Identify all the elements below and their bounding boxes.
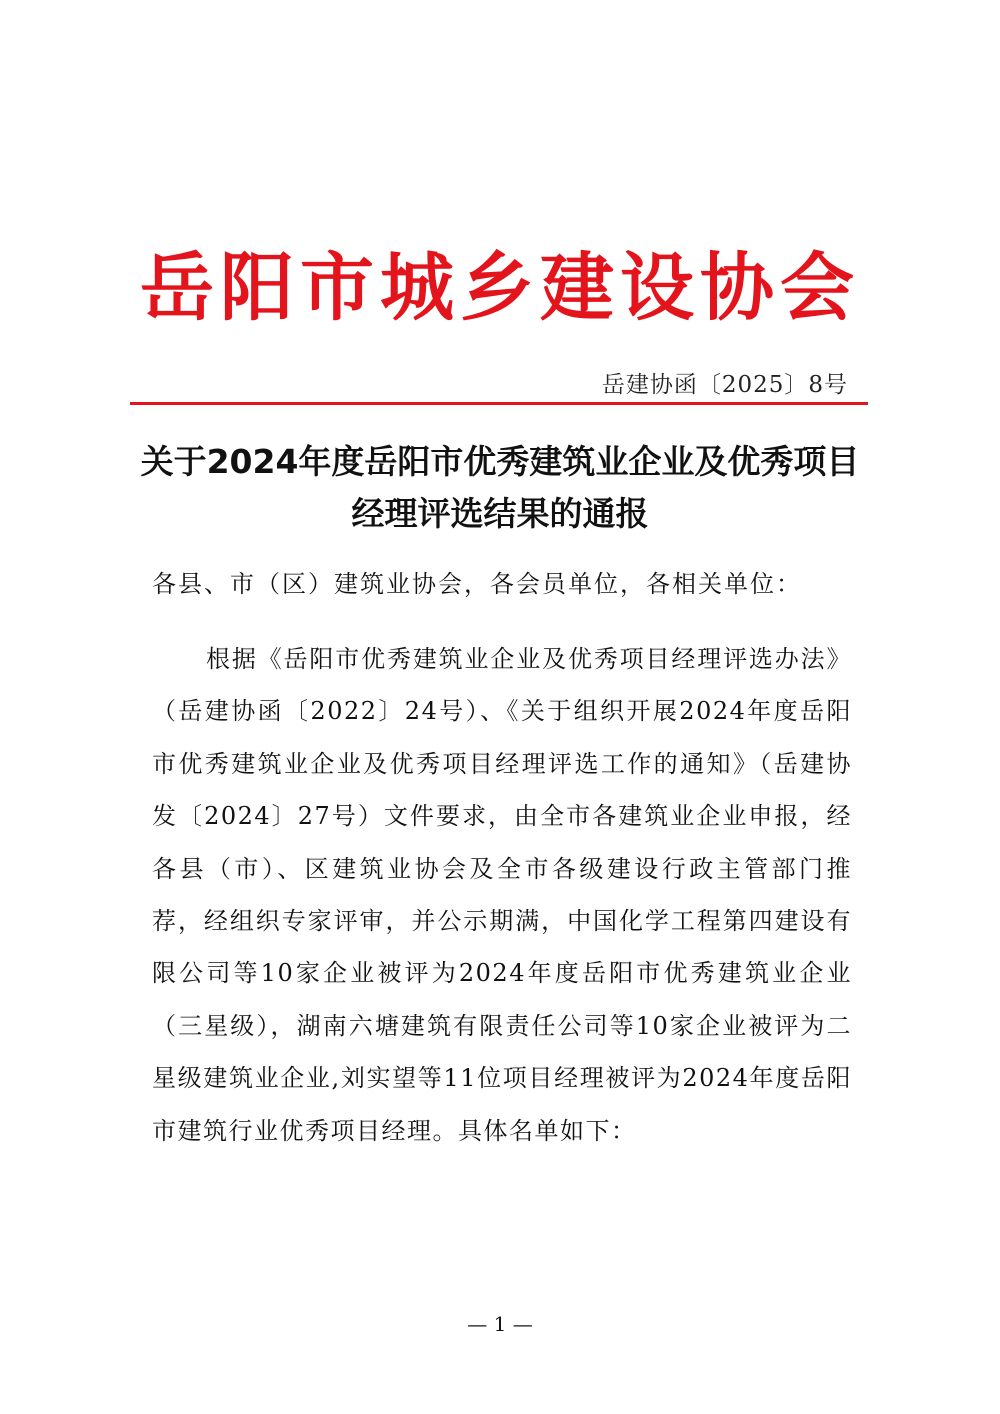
page-number: — 1 — (467, 1312, 533, 1336)
organization-header: 岳阳市城乡建设协会 (140, 245, 860, 331)
document-number: 岳建协函〔2025〕8号 (601, 372, 848, 398)
body-paragraph: 根据《岳阳市优秀建筑业企业及优秀项目经理评选办法》（岳建协函〔2022〕24号）、《关于组织开展2024年度岳阳市优秀建筑业企业及优秀项目经理评选工作的通知》（岳建协发〔2024〕27号）文件要求，由全市各建筑业企业申报，经各县（市）、区建筑业协会及全市各级建设行政主管部门推荐，经组织专家评审，并公示期满，中国化学工程第四建设有限公司等10家企业被评为2024年度岳阳市优秀建筑业企业（三星级），湖南六塘建筑有限责任公司等10家企业被评为二星级建筑业企业,刘实望等11位项目经理被评为2024年度岳阳市建筑行业优秀项目经理。具体名单如下： (152, 645, 852, 1145)
header-divider (130, 402, 868, 405)
document-title: 关于2024年度岳阳市优秀建筑业企业及优秀项目经理评选结果的通报 (140, 442, 860, 533)
salutation: 各县、市（区）建筑业协会，各会员单位，各相关单位： (152, 570, 802, 598)
